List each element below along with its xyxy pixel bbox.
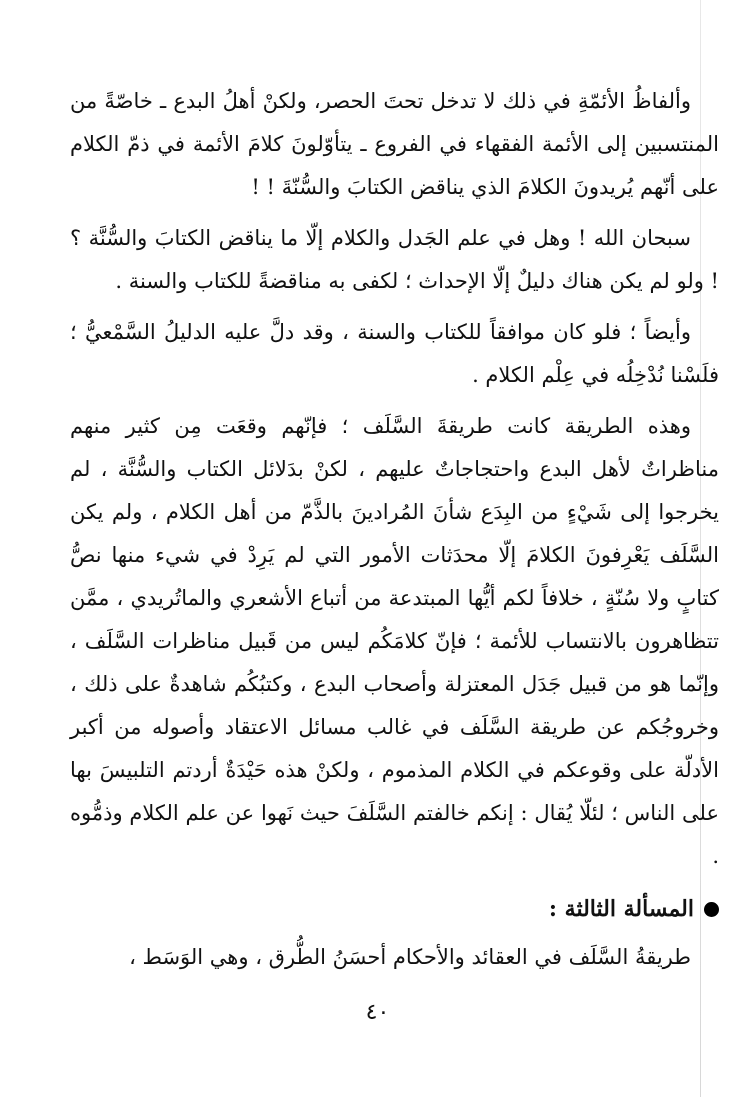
paragraph-4: وهذه الطريقة كانت طريقةَ السَّلَف ؛ فإنّهم وقعَت مِن كثير منهم مناظراتٌ لأهل البدع واحتجاجاتٌ عليهم ، لكنْ بدَلائل الكتاب والسُّنَّة ، لم يخرجوا إلى شَيْءٍ من البِدَع شأنَ المُرادينَ بالذَّمّ من أهل الكلام ، ولم يكن السَّلَف يَعْرِفونَ الكلامَ إلّا محدَثات الأمور التي لم يَرِدْ في شيء منها نصُّ كتابٍ ولا سُنّةٍ ، خلافاً لكم أيُّها المبتدعة من أتباع الأشعري والماتُريدي ، ممَّن تتظاهرون بالانتساب للأئمة ؛ فإنّ كلامَكُم ليس من قَبيل مناظرات السَّلَف ، وإنّما هو من قبيل جَدَل المعتزلة وأصحاب البدع ، وكتبُكُم شاهدةٌ على ذلك ، وخروجُكم عن طريقة السَّلَف في غالب مسائل الاعتقاد وأصوله من أكبر الأدلّة على وقوعكم في الكلام المذموم ، ولكنْ هذه حَيْدَةٌ أردتم التلبيسَ بها على الناس ؛ لئلّا يُقال : إنكم خالفتم السَّلَفَ حيث نَهوا عن علم الكلام وذمُّوه . — [70, 414, 719, 868]
paragraph-3: وأيضاً ؛ فلو كان موافقاً للكتاب والسنة ، وقد دلَّ عليه الدليلُ السَّمْعيُّ ؛ فلَسْنا نُدْخِلُه في عِلْم الكلام . — [70, 320, 719, 387]
section-heading-label: المسألة الثالثة : — [548, 896, 694, 922]
page-number: ٤٠ — [365, 1000, 390, 1025]
main-text — [70, 80, 719, 987]
section-heading — [70, 886, 719, 932]
black-dot-icon — [704, 902, 719, 917]
paragraph-1: وألفاظُ الأئمّةِ في ذلك لا تدخل تحتَ الحصر، ولكنْ أهلُ البدع ـ خاصّةً من المنتسبين إلى الأئمة الفقهاء في الفروع ـ يتأوّلونَ كلامَ الأئمة في ذمّ الكلام على أنّهم يُريدونَ الكلامَ الذي يناقض الكتابَ والسُّنّةَ ! ! — [70, 89, 719, 199]
closing-paragraph: طريقةُ السَّلَف في العقائد والأحكام أحسَنُ الطُّرق ، وهي الوَسَط ، — [129, 945, 691, 969]
paragraph-2: سبحان الله ! وهل في علم الجَدل والكلام إلّا ما يناقض الكتابَ والسُّنَّة ؟ ! ولو لم يكن هناك دليلٌ إلّا الإحداث ؛ لكفى به مناقضةً للكتاب والسنة . — [70, 226, 719, 293]
